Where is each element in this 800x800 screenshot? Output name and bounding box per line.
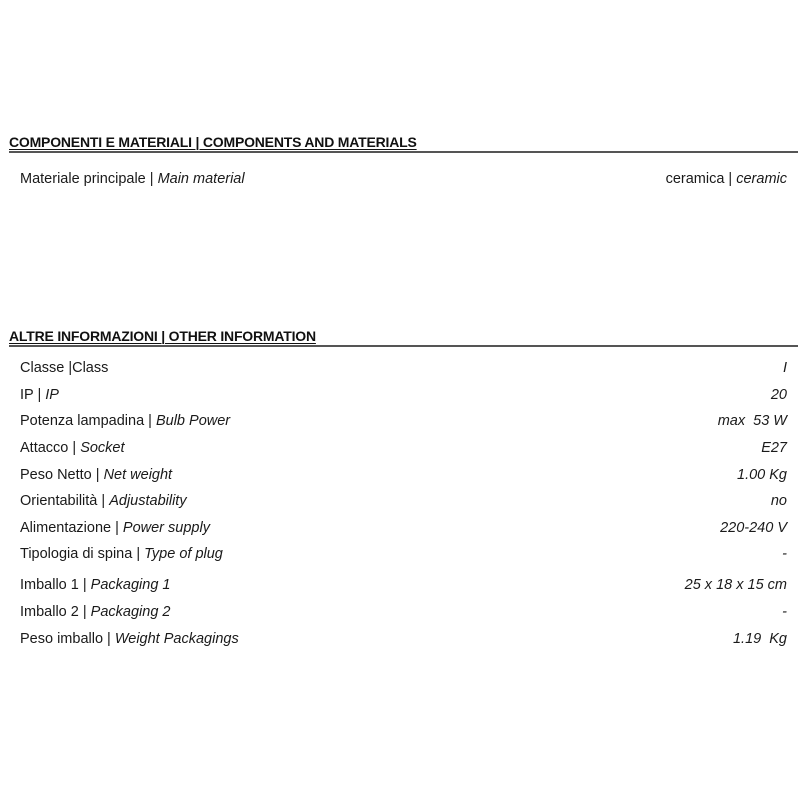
- spec-label-en: IP: [45, 387, 59, 403]
- spec-row-power-supply: [20, 518, 787, 538]
- spec-row-packaging-1: [20, 575, 787, 595]
- spec-label-en: Bulb Power: [155, 413, 231, 429]
- spec-value: E27: [761, 440, 787, 456]
- spec-label: [20, 385, 59, 405]
- spec-row-plug-type: [20, 544, 787, 564]
- spec-value: 20: [770, 387, 787, 403]
- spec-label-en: Weight Packagings: [114, 631, 239, 647]
- spec-label: [20, 544, 223, 564]
- spec-label-en: Packaging 1: [90, 577, 171, 593]
- section-title-components: [9, 134, 798, 153]
- spec-label: [20, 411, 230, 431]
- spec-value: 1.19 Kg: [732, 631, 787, 647]
- spec-label-en: Type of plug: [144, 546, 223, 562]
- spec-label-it: Potenza lampadina |: [20, 413, 156, 429]
- section-title-text: ALTRE INFORMAZIONI | OTHER INFORMATION: [9, 328, 316, 344]
- spec-label-it: Imballo 2 |: [20, 604, 91, 620]
- spec-label: [20, 465, 172, 485]
- spec-label-it: Orientabilità |: [20, 493, 110, 509]
- spec-row-net-weight: [20, 465, 787, 485]
- spec-row-packaging-weight: [20, 629, 787, 649]
- spec-label-it: Attacco |: [20, 440, 81, 456]
- spec-value: 220-240 V: [720, 520, 787, 536]
- spec-label-it: Tipologia di spina |: [20, 546, 145, 562]
- spec-label-it: Alimentazione |: [20, 520, 123, 536]
- spec-label: [20, 491, 187, 511]
- spec-label-en: Power supply: [122, 520, 210, 536]
- spec-row-class: [20, 358, 787, 378]
- spec-label-en: Socket: [80, 440, 125, 456]
- spec-label: [20, 602, 170, 622]
- spec-value: -: [782, 546, 787, 562]
- spec-value: -: [782, 604, 787, 620]
- section-title-text: COMPONENTI E MATERIALI | COMPONENTS AND MATERIALS: [9, 134, 417, 150]
- spec-value: I: [782, 360, 787, 376]
- spec-row-socket: [20, 438, 787, 458]
- spec-label-en: Net weight: [103, 467, 173, 483]
- spec-value: no: [770, 493, 787, 509]
- spec-row-main-material: [20, 169, 787, 189]
- spec-value: 1.00 Kg: [737, 467, 787, 483]
- spec-label: [20, 575, 170, 595]
- spec-label: [20, 358, 108, 378]
- spec-value: [666, 169, 787, 189]
- spec-label-it: Classe |Class: [20, 360, 109, 376]
- spec-value-it: ceramica |: [665, 171, 737, 187]
- spec-label-it: Peso imballo |: [20, 631, 115, 647]
- spec-row-packaging-2: [20, 602, 787, 622]
- spec-label-en: Packaging 2: [90, 604, 171, 620]
- spec-row-ip: [20, 385, 787, 405]
- spec-label: [20, 438, 125, 458]
- spec-row-adjustability: [20, 491, 787, 511]
- spec-label: [20, 169, 245, 189]
- spec-label-it: IP |: [20, 387, 46, 403]
- spec-label-en: Main material: [157, 171, 245, 187]
- spec-label-en: Adjustability: [109, 493, 187, 509]
- spec-row-bulb-power: [20, 411, 787, 431]
- section-title-other-info: [9, 328, 798, 347]
- spec-label-it: Imballo 1 |: [20, 577, 91, 593]
- spec-value-en: ceramic: [736, 171, 787, 187]
- spec-label: [20, 629, 239, 649]
- spec-value: 25 x 18 x 15 cm: [684, 577, 787, 593]
- spec-label-it: Peso Netto |: [20, 467, 104, 483]
- spec-label-it: Materiale principale |: [20, 171, 158, 187]
- spec-label: [20, 518, 210, 538]
- spec-value: max 53 W: [717, 413, 787, 429]
